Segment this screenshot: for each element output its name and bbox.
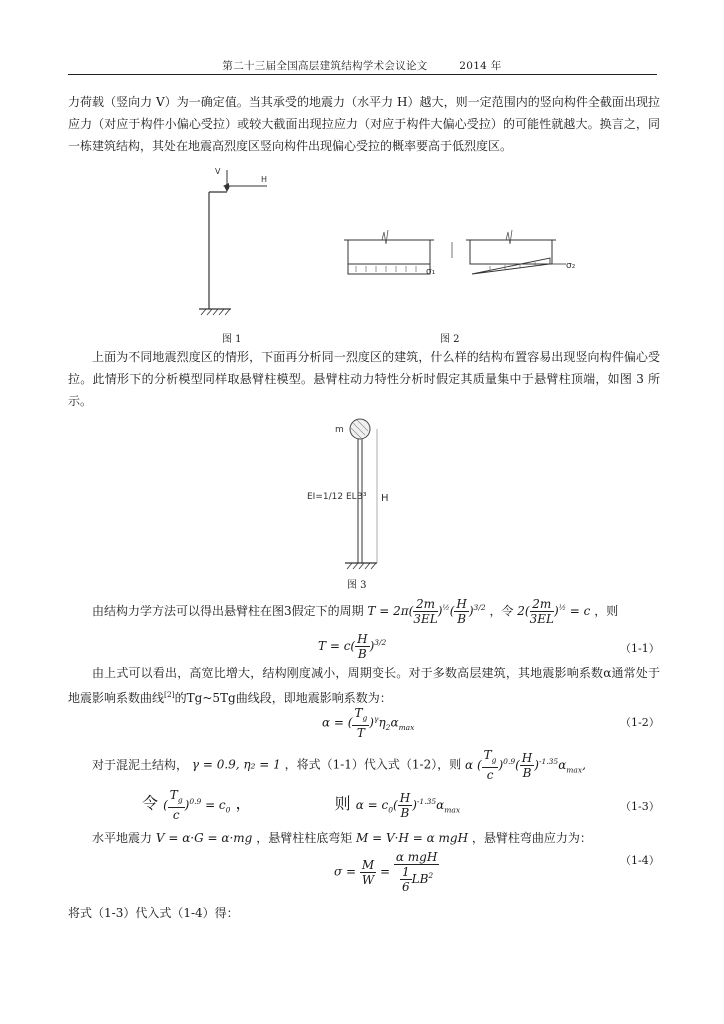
equation-1-1: T = c( $\frac{H}{B}$ )$^{3/2}$ <box>318 632 387 661</box>
p7-text-b: ，悬臂柱柱底弯矩 <box>256 831 353 845</box>
paragraph-5 <box>68 748 660 782</box>
paragraph-7 <box>68 827 660 849</box>
figure-1 <box>195 162 285 317</box>
paragraph-2: 上面为不同地震烈度区的情形，下面再分析同一烈度区的建筑，什么样的结构布置容易出现竖向构件偏心受拉。此情形下的分析模型同样取悬臂柱模型。悬臂柱动力特性分析时假定其质量集中于悬臂柱顶端，如图 3 所示。 <box>68 350 660 408</box>
p4-reference: [2] <box>164 690 175 699</box>
eq12-exponent: γ <box>373 714 379 724</box>
header-year: 2014 年 <box>459 60 502 72</box>
equation-1-4: σ = $\frac{M}{W}$ = α mgH $\frac{1}{6}$ $LB^2$ <box>334 850 438 894</box>
paragraph-8: 将式（1-3）代入式（1-4）得： <box>68 906 239 920</box>
figure-3-caption: 图 3 <box>347 580 367 591</box>
period-lhs: T = 2π( <box>367 604 414 618</box>
fig3-label-h: H <box>381 493 389 504</box>
period-formula: T = 2π( $\frac{2m}{3EL}$ )$^{\frac{1}{2}}$( $\frac{H}{B}$ )$^{3/2}$ <box>367 597 486 626</box>
fig3-label-ei: EI=1/12 ELB³ <box>307 492 367 502</box>
gamma-eta-values: γ = 0.9, η₂ = 1 <box>191 757 281 772</box>
p6-text-c: 则 <box>334 793 351 813</box>
fig2-left-stress-block <box>348 264 430 274</box>
p7-text-c: ，悬臂柱弯曲应力为： <box>471 831 592 845</box>
equation-1-1-number: （1-1） <box>620 642 660 655</box>
p3-text-a: 由结构力学方法可以得出悬臂柱在图3假定下的周期 <box>92 604 364 618</box>
paragraph-1: 力荷载（竖向力 V）为一确定值。当其承受的地震力（水平力 H）越大，则一定范围内的竖向构件全截面出现拉应力（对应于构件小偏心受拉）或较大截面出现拉应力（对应于构件大偏心受拉）的可能性就越大。换言之，同一栋建筑结构，其处在地震高烈度区竖向构件出现偏心受拉的概率要高于低烈度区。 <box>68 95 660 153</box>
p4-text: 由上式可以看出，高宽比增大，结构刚度减小，周期变长。对于多数高层建筑，其地震影响系数α通常处于地震影响系数曲线 <box>68 666 660 705</box>
moment-expression: M = V·H = α mgH <box>356 831 469 845</box>
eq13-exponent: -1.35 <box>416 796 437 806</box>
equation-1-3-number: （1-3） <box>620 800 660 813</box>
paragraph-4 <box>68 662 660 709</box>
fig1-ground-hatch <box>201 309 230 315</box>
p5-text-b: ，将式（1-1）代入式（1-2），则 <box>284 757 462 772</box>
equation-1-2-number: （1-2） <box>620 716 660 729</box>
equation-1-2: α = ( $\frac{T_g}{T}$ )$^\gamma\eta_2\alpha_{max}$ <box>322 706 415 741</box>
p6-text-b: ， <box>235 793 252 813</box>
p7-text-a: 水平地震力 <box>92 831 153 845</box>
seismic-force-expression: V = α·G = α·mg <box>155 831 253 845</box>
fig1-label-h: H <box>261 175 268 184</box>
paragraph-3 <box>68 597 660 626</box>
fig2-right-stress-triangle <box>472 258 550 274</box>
equation-1-3: 令 ( $\frac{T_g}{c}$ )$^{0.9} = c_0$ ， 则 $\alpha = c_0$( $\frac{H}{B}$ )$^{-1.35}\alpha_{max}$ <box>142 788 461 823</box>
equation-1-4-number: （1-4） <box>620 854 660 867</box>
running-header <box>0 58 724 73</box>
p3-text-b: ，令 <box>489 604 514 618</box>
conference-title: 第二十三届全国高层建筑结构学术会议论文 <box>222 60 428 72</box>
fig2-left-break <box>382 230 388 244</box>
fig3-ground-hatch <box>347 563 376 569</box>
p5-text-a: 对于混泥土结构， <box>92 757 189 772</box>
fig2-left-section <box>348 240 430 264</box>
fig2-label-left: σ₁ <box>426 267 436 277</box>
c-definition: 2( $\frac{2m}{3EL}$ )$^{\frac{1}{2}}$ = c <box>517 597 591 626</box>
fig3-label-mass: m <box>335 425 344 435</box>
fig2-label-right: σ₂ <box>566 261 576 271</box>
p3-text-c: ，则 <box>594 604 619 618</box>
header-rule <box>68 74 657 75</box>
figure-3 <box>305 415 405 580</box>
p6-text-a: 令 <box>142 793 159 813</box>
figure-2-caption: 图 2 <box>440 334 460 345</box>
alpha-expanded: α ( $\frac{T_g}{c}$ )$^{0.9}$( $\frac{H}{B}$ )$^{-1.35}\alpha_{max}$, <box>465 748 586 783</box>
p4-tail: 的Tg~5Tg曲线段，即地震影响系数为： <box>174 691 392 705</box>
fig1-label-v: V <box>215 167 221 176</box>
fig2-right-break <box>506 230 512 244</box>
figure-2 <box>340 228 590 298</box>
fig3-mass <box>350 419 370 439</box>
figure-1-caption: 图 1 <box>222 334 242 345</box>
